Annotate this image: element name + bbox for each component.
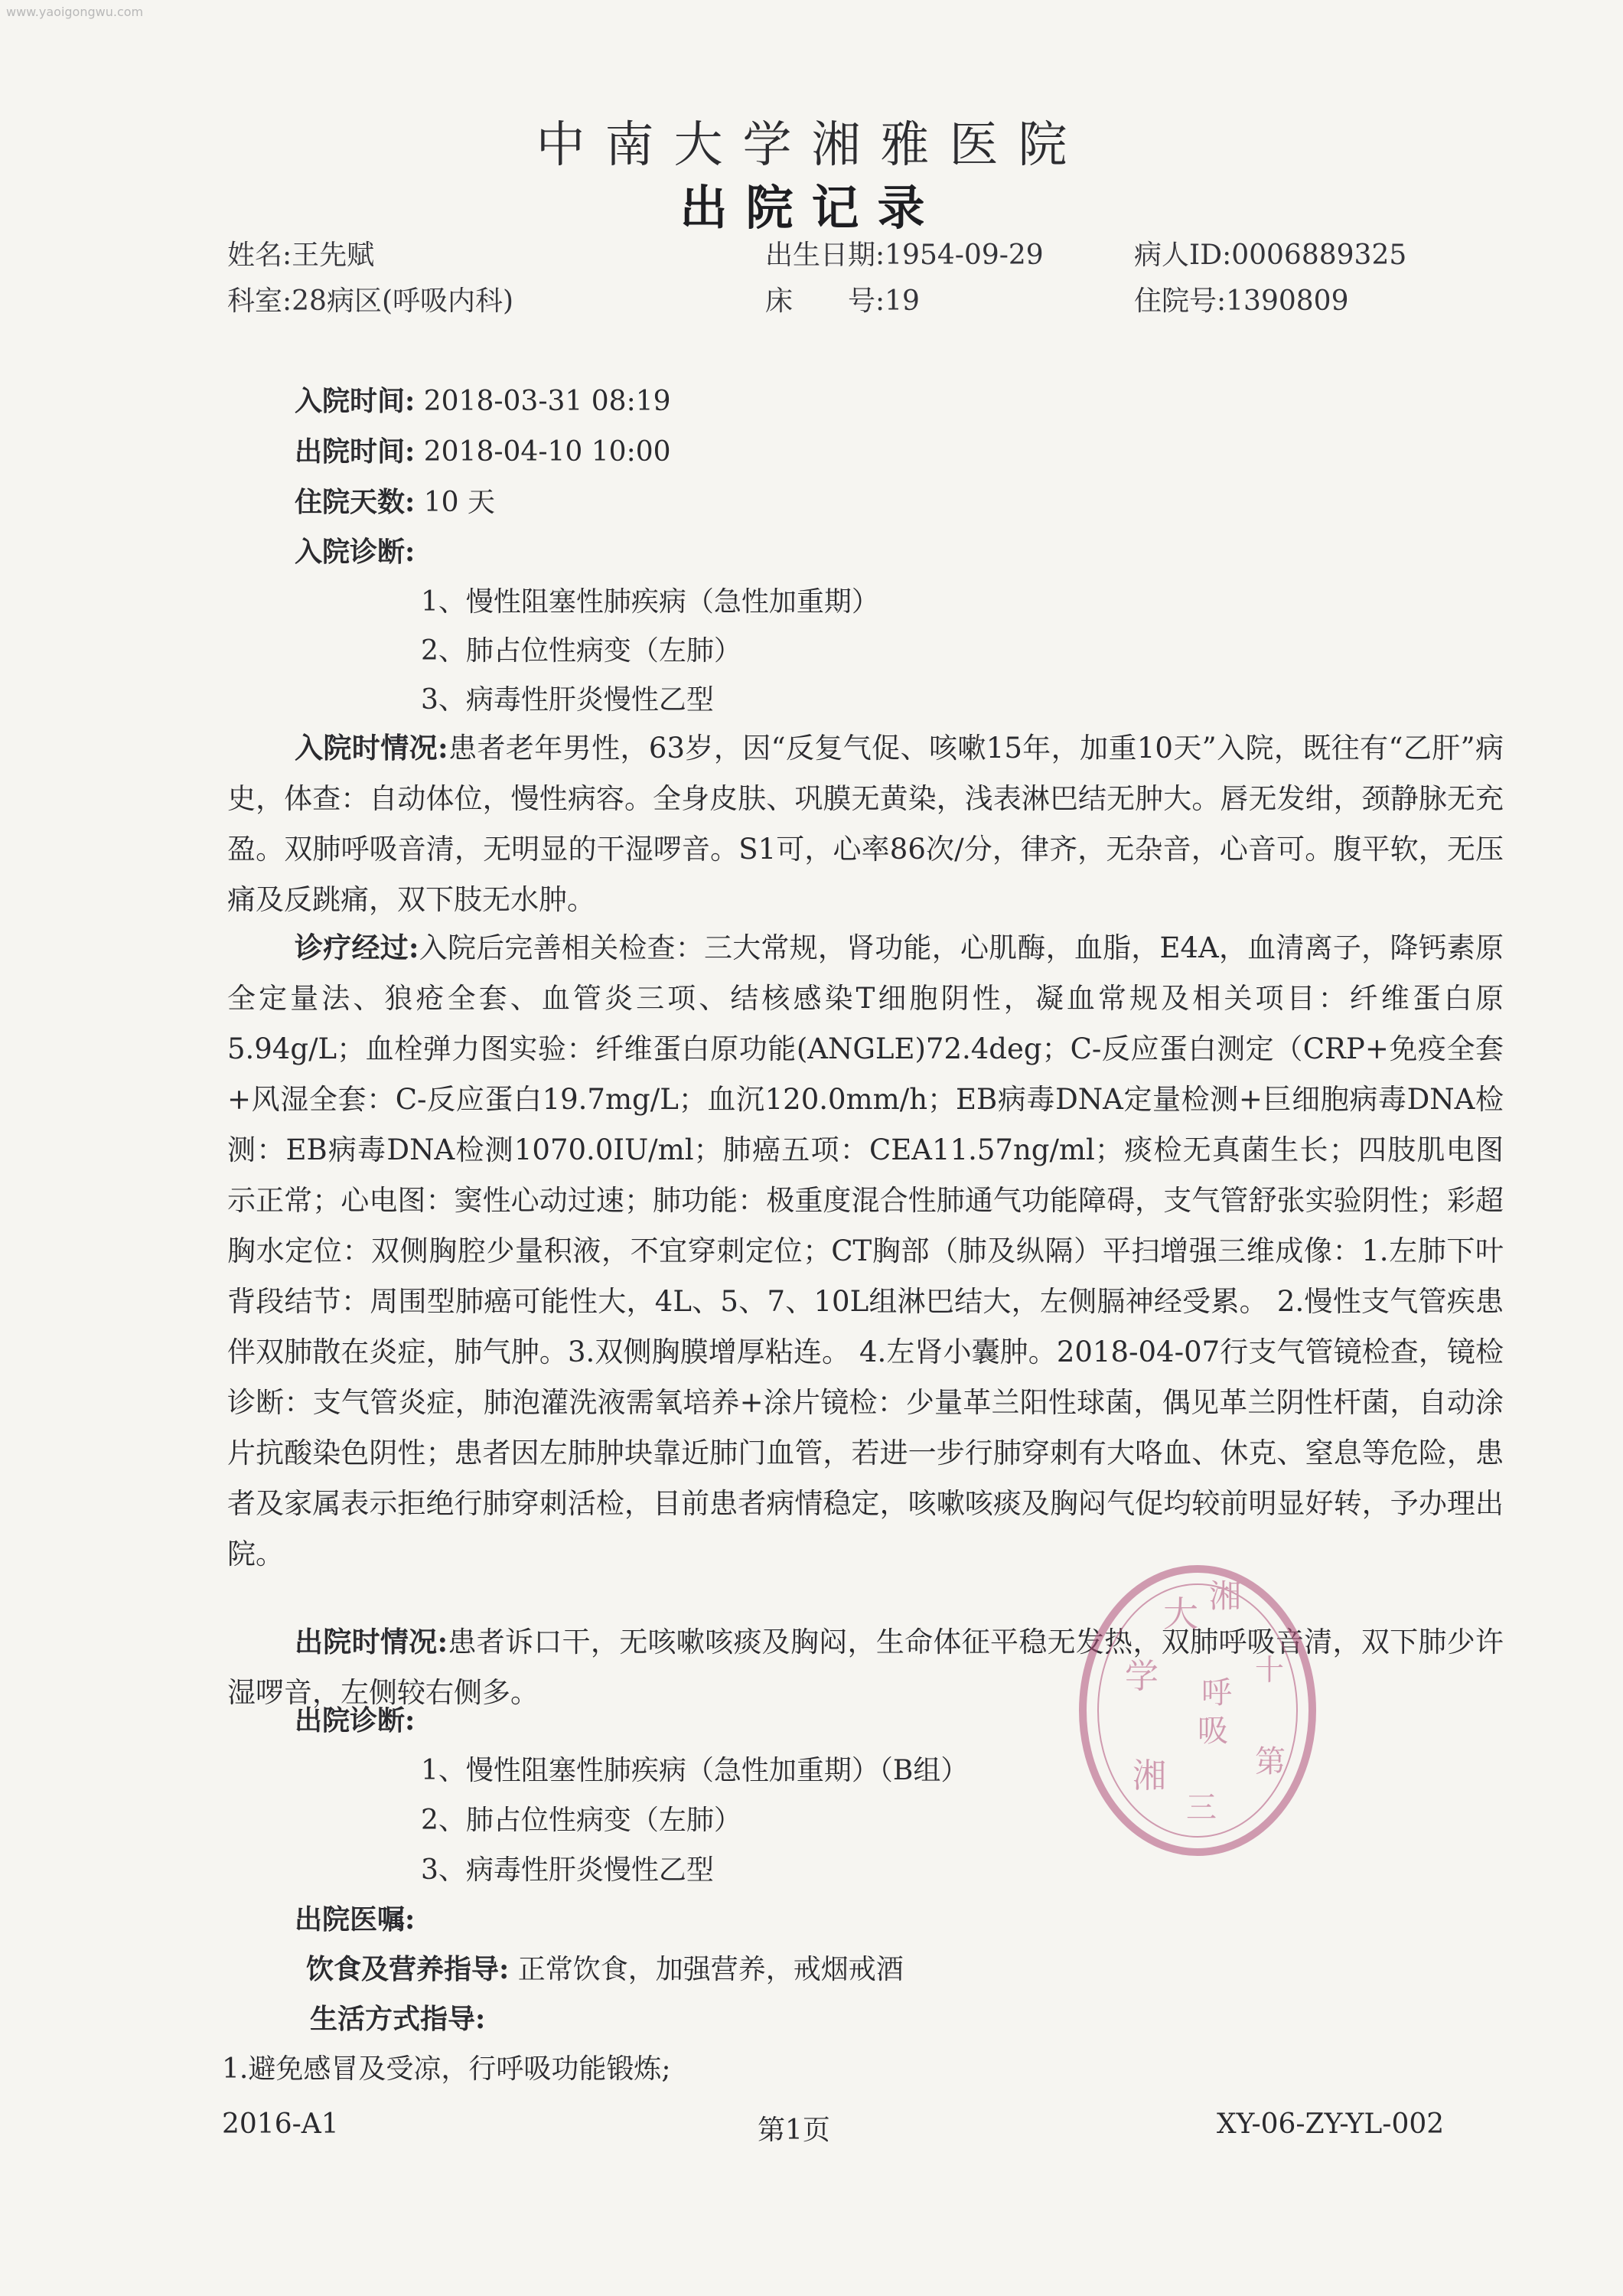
discharge-diagnosis-title: 出院诊断: <box>295 1704 416 1737</box>
discharge-status-text: 患者诉口干，无咳嗽咳痰及胸闷，生命体征平稳无发热，双肺呼吸音清，双下肺少许湿啰音，左侧较右侧多。 <box>227 1626 1504 1709</box>
watermark: www.yaoigongwu.com <box>6 5 144 19</box>
footer-document-code: XY-06-ZY-YL-002 <box>1217 2108 1445 2140</box>
hospital-days-label: 住院天数: <box>295 486 416 518</box>
footer-form-code: 2016-A1 <box>222 2108 339 2140</box>
discharge-status-label: 出院时情况: <box>295 1625 448 1658</box>
svg-text:呼: 呼 <box>1201 1675 1232 1711</box>
admission-diagnosis-item: 1、慢性阻塞性肺疾病（急性加重期） <box>421 586 879 618</box>
svg-text:大: 大 <box>1163 1593 1198 1635</box>
svg-text:三: 三 <box>1186 1790 1217 1825</box>
diet-guidance-value: 正常饮食，加强营养，戒烟戒酒 <box>517 1954 904 1985</box>
admission-diagnosis-title: 入院诊断: <box>295 536 416 568</box>
hospital-days-value: 10 天 <box>423 487 496 518</box>
department-value: 28病区(呼吸内科) <box>292 285 514 317</box>
discharge-diagnosis-item: 3、病毒性肝炎慢性乙型 <box>421 1854 714 1886</box>
patient-id-value: 0006889325 <box>1231 240 1407 271</box>
diet-guidance <box>306 1948 904 1987</box>
discharge-diagnosis-item: 2、肺占位性病变（左肺） <box>421 1805 741 1836</box>
svg-text:湘: 湘 <box>1133 1756 1166 1795</box>
department-label: 科室: <box>227 285 292 317</box>
discharge-time-value: 2018-04-10 10:00 <box>423 436 671 468</box>
admission-number-label: 住院号: <box>1134 285 1227 317</box>
patient-id <box>1134 233 1406 272</box>
diet-guidance-label: 饮食及营养指导: <box>306 1953 510 1985</box>
patient-id-label: 病人ID: <box>1134 240 1232 271</box>
admission-time-value: 2018-03-31 08:19 <box>423 386 671 417</box>
document-title: 出院记录 <box>680 180 943 236</box>
discharge-time-label: 出院时间: <box>295 435 416 468</box>
svg-text:湘: 湘 <box>1209 1577 1242 1615</box>
discharge-diagnosis-item: 1、慢性阻塞性肺疾病（急性加重期）（B组） <box>421 1755 969 1786</box>
birth-date <box>765 233 1044 272</box>
svg-text:学: 学 <box>1125 1657 1159 1696</box>
patient-name-label: 姓名: <box>227 240 292 271</box>
hospital-days <box>295 481 495 520</box>
admission-time <box>295 380 671 419</box>
hospital-name: 中南大学湘雅医院 <box>536 117 1087 174</box>
admission-number-value: 1390809 <box>1226 285 1349 317</box>
footer-page-number: 第1页 <box>758 2115 830 2146</box>
birth-date-label: 出生日期: <box>765 240 885 271</box>
treatment-course-text: 入院后完善相关检查：三大常规，肾功能，心肌酶，血脂，E4A，血清离子，降钙素原全定量法、狼疮全套、血管炎三项、结核感染T细胞阴性，凝血常规及相关项目：纤维蛋白原5.94g/L；血栓弹力图实验：纤维蛋白原功能(ANGLE)72.4deg；C-反应蛋白测定（CRP+免疫全套+风湿全套：C-反应蛋白19.7mg/L；血沉120.0mm/h；EB病毒DNA定量检测+巨细胞病毒DNA检测：EB病毒DNA检测1070.0IU/ml；肺癌五项：CEA11.57ng/ml；痰检无真菌生长；四肢肌电图示正常；心电图：窦性心动过速；肺功能：极重度混合性肺通气功能障碍，支气管舒张实验阴性；彩超胸水定位：双侧胸腔少量积液，不宜穿刺定位；CT胸部（肺及纵隔）平扫增强三维成像：1.左肺下叶背段结节：周围型肺癌可能性大，4L、5、7、10L组淋巴结大，左侧膈神经受累。 2.慢性支气管疾患伴双肺散在炎症，肺气肿。3.双侧胸膜增厚粘连。 4.左肾小囊肿。2018-04-07行支气管镜检查，镜检诊断：支气管炎症，肺泡灌洗液需氧培养+涂片镜检：少量革兰阳性球菌，偶见革兰阴性杆菌，自动涂片抗酸染色阴性；患者因左肺肿块靠近肺门血管，若进一步行肺穿刺有大咯血、休克、窒息等危险，患者及家属表示拒绝行肺穿刺活检，目前患者病情稳定，咳嗽咳痰及胸闷气促均较前明显好转，予办理出院。 <box>227 931 1504 1570</box>
admission-diagnosis-item: 2、肺占位性病变（左肺） <box>421 635 741 667</box>
bed-number-value: 19 <box>885 285 920 317</box>
admission-status-label: 入院时情况: <box>295 731 448 765</box>
treatment-course-paragraph <box>227 922 1504 1580</box>
department <box>227 279 513 318</box>
lifestyle-guidance-item: 1.避免感冒及受凉，行呼吸功能锻炼; <box>222 2053 671 2085</box>
svg-text:十: 十 <box>1255 1653 1285 1687</box>
svg-text:第: 第 <box>1255 1744 1286 1779</box>
admission-number <box>1134 279 1348 318</box>
admission-time-label: 入院时间: <box>295 385 416 417</box>
discharge-time <box>295 430 671 469</box>
bed-number <box>765 279 920 318</box>
patient-name <box>227 233 374 272</box>
admission-status-text: 患者老年男性，63岁，因“反复气促、咳嗽15年，加重10天”入院，既往有“乙肝”病史，体查：自动体位，慢性病容。全身皮肤、巩膜无黄染，浅表淋巴结无肿大。唇无发绀，颈静脉无充盈。双肺呼吸音清，无明显的干湿啰音。S1可，心率86次/分，律齐，无杂音，心音可。腹平软，无压痛及反跳痛，双下肢无水肿。 <box>227 732 1504 916</box>
admission-diagnosis-item: 3、病毒性肝炎慢性乙型 <box>421 684 714 716</box>
discharge-orders-title: 出院医嘱: <box>295 1903 416 1936</box>
patient-name-value: 王先赋 <box>292 240 375 271</box>
treatment-course-label: 诊疗经过: <box>295 931 419 964</box>
hospital-seal-stamp <box>1071 1557 1324 1864</box>
birth-date-value: 1954-09-29 <box>885 240 1044 271</box>
svg-text:吸: 吸 <box>1198 1714 1228 1749</box>
bed-number-label: 床 号: <box>765 285 885 317</box>
lifestyle-guidance-label: 生活方式指导: <box>310 2003 486 2035</box>
admission-status-paragraph <box>227 722 1504 925</box>
